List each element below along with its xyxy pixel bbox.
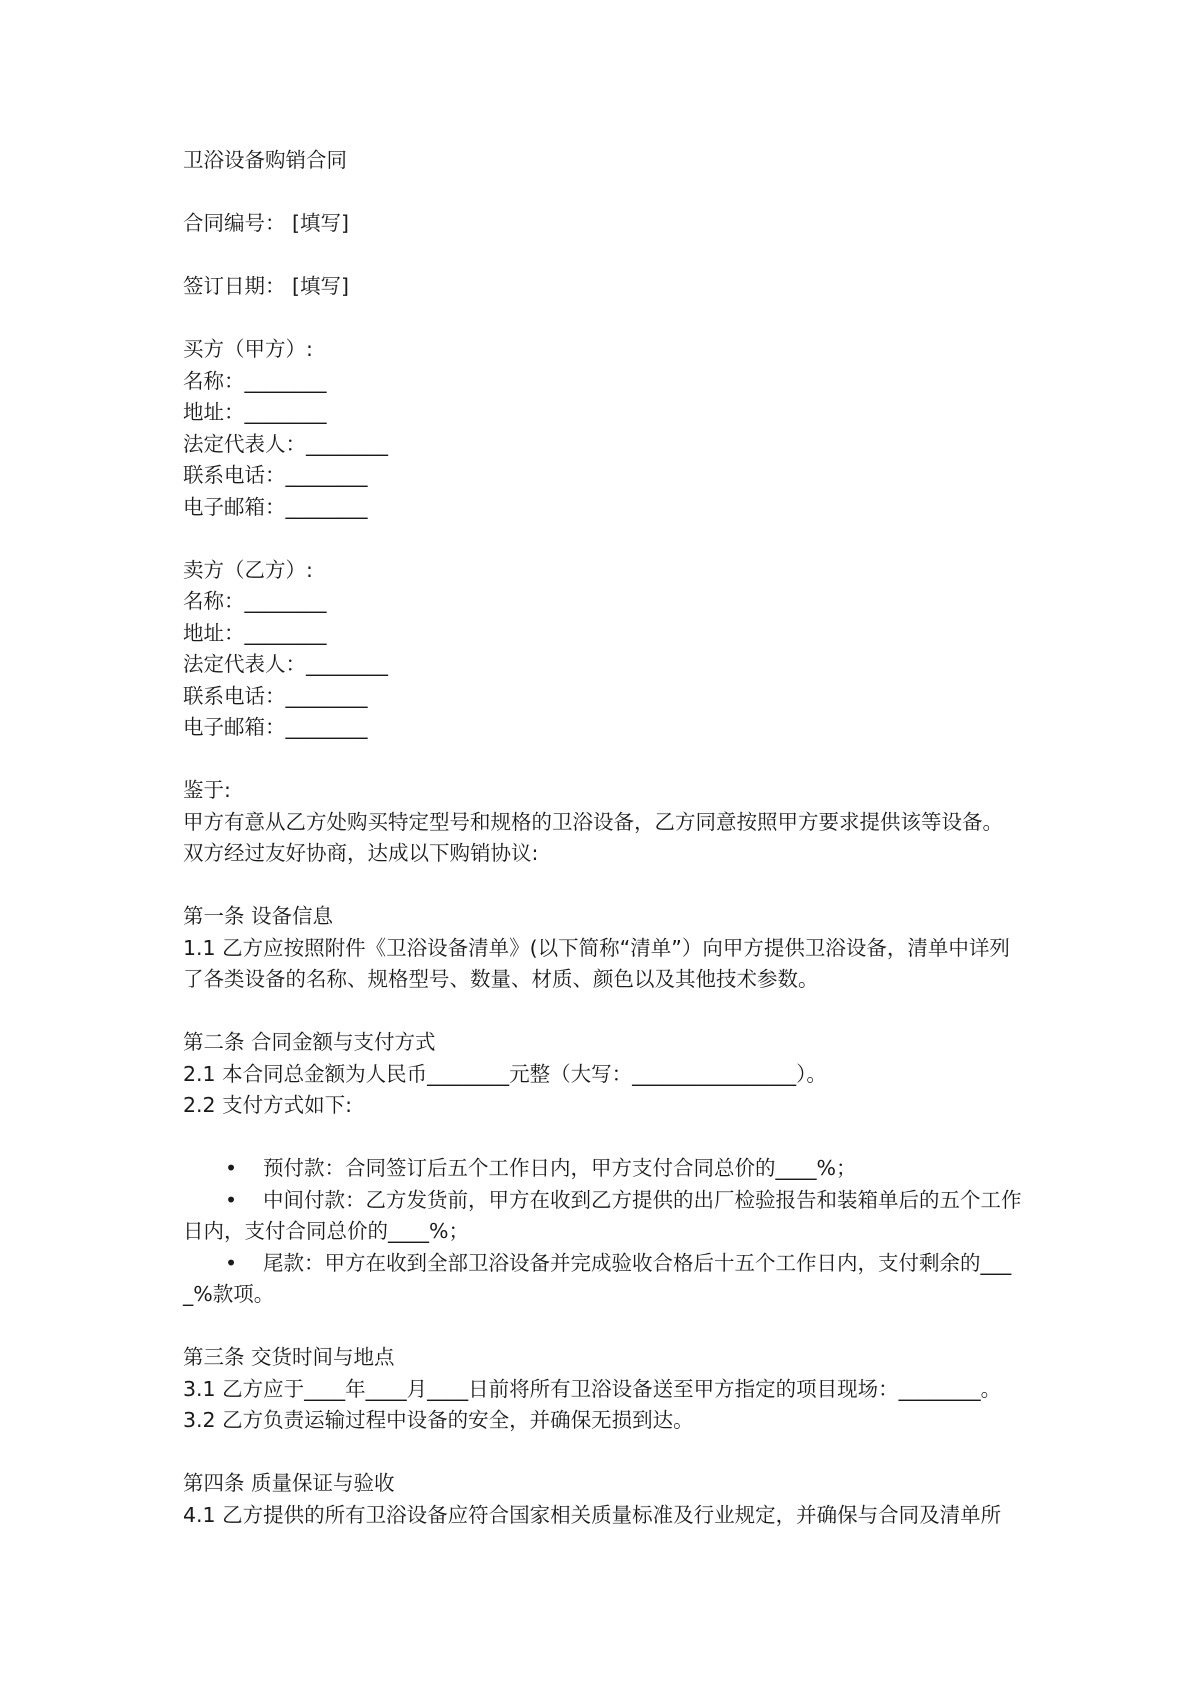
article-4-clause-1: 4.1 乙方提供的所有卫浴设备应符合国家相关质量标准及行业规定，并确保与合同及清单所 bbox=[183, 1502, 1002, 1527]
article-2-clause-2: 2.2 支付方式如下: bbox=[183, 1093, 353, 1117]
recital-section bbox=[183, 775, 1023, 870]
payment-bullet-final bbox=[183, 1248, 1023, 1311]
bullet-icon: • bbox=[225, 1250, 238, 1275]
article-4 bbox=[183, 1468, 1023, 1531]
buyer-heading: 买方（甲方）: bbox=[183, 337, 313, 361]
seller-phone-field: 联系电话：________ bbox=[183, 683, 368, 708]
seller-email-field: 电子邮箱：________ bbox=[183, 715, 368, 739]
payment-advance-text: 预付款：合同签订后五个工作日内，甲方支付合同总价的____%； bbox=[263, 1156, 857, 1180]
payment-final-text: 尾款：甲方在收到全部卫浴设备并完成验收合格后十五个工作日内，支付剩余的____%款项。 bbox=[183, 1250, 1012, 1306]
contract-number: 合同编号： [填写] bbox=[183, 211, 350, 235]
article-2-clause-1: 2.1 本合同总金额为人民币________元整（大写：________________）。 bbox=[183, 1061, 827, 1086]
seller-legal-rep-field: 法定代表人：________ bbox=[183, 652, 388, 676]
buyer-email-field: 电子邮箱：________ bbox=[183, 494, 368, 519]
article-3 bbox=[183, 1342, 1023, 1437]
bullet-icon: • bbox=[225, 1187, 238, 1212]
document-title: 卫浴设备购销合同 bbox=[183, 148, 347, 172]
seller-section bbox=[183, 555, 1023, 744]
article-3-heading: 第三条 交货时间与地点 bbox=[183, 1345, 395, 1369]
sign-date: 签订日期： [填写] bbox=[183, 274, 350, 298]
seller-address-field: 地址：________ bbox=[183, 620, 327, 645]
payment-bullet-interim bbox=[183, 1185, 1023, 1248]
buyer-legal-rep-field: 法定代表人：________ bbox=[183, 431, 388, 456]
article-2-heading: 第二条 合同金额与支付方式 bbox=[183, 1030, 436, 1054]
article-3-clause-2: 3.2 乙方负责运输过程中设备的安全，并确保无损到达。 bbox=[183, 1408, 694, 1432]
recital-heading: 鉴于: bbox=[183, 778, 231, 802]
buyer-address-field: 地址：________ bbox=[183, 400, 327, 424]
article-1-heading: 第一条 设备信息 bbox=[183, 904, 334, 928]
payment-interim-text: 中间付款：乙方发货前，甲方在收到乙方提供的出厂检验报告和装箱单后的五个工作日内，支付合同总价的____%； bbox=[183, 1187, 1022, 1243]
article-4-heading: 第四条 质量保证与验收 bbox=[183, 1471, 395, 1495]
buyer-name-field: 名称：________ bbox=[183, 368, 327, 393]
buyer-section bbox=[183, 334, 1023, 523]
article-3-clause-1: 3.1 乙方应于____年____月____日前将所有卫浴设备送至甲方指定的项目现场：________。 bbox=[183, 1376, 1002, 1401]
recital-text: 甲方有意从乙方处购买特定型号和规格的卫浴设备，乙方同意按照甲方要求提供该等设备。双方经过友好协商，达成以下购销协议: bbox=[183, 809, 1003, 865]
seller-name-field: 名称：________ bbox=[183, 589, 327, 613]
article-2 bbox=[183, 1027, 1023, 1311]
article-1 bbox=[183, 901, 1023, 996]
seller-heading: 卖方（乙方）: bbox=[183, 557, 313, 582]
contract-document bbox=[183, 145, 1023, 1531]
payment-bullet-advance bbox=[183, 1153, 1023, 1185]
article-1-clause-1: 1.1 乙方应按照附件《卫浴设备清单》(以下简称“清单”）向甲方提供卫浴设备，清单中详列了各类设备的名称、规格型号、数量、材质、颜色以及其他技术参数。 bbox=[183, 935, 1010, 991]
buyer-phone-field: 联系电话：________ bbox=[183, 463, 368, 487]
bullet-icon: • bbox=[225, 1156, 238, 1180]
